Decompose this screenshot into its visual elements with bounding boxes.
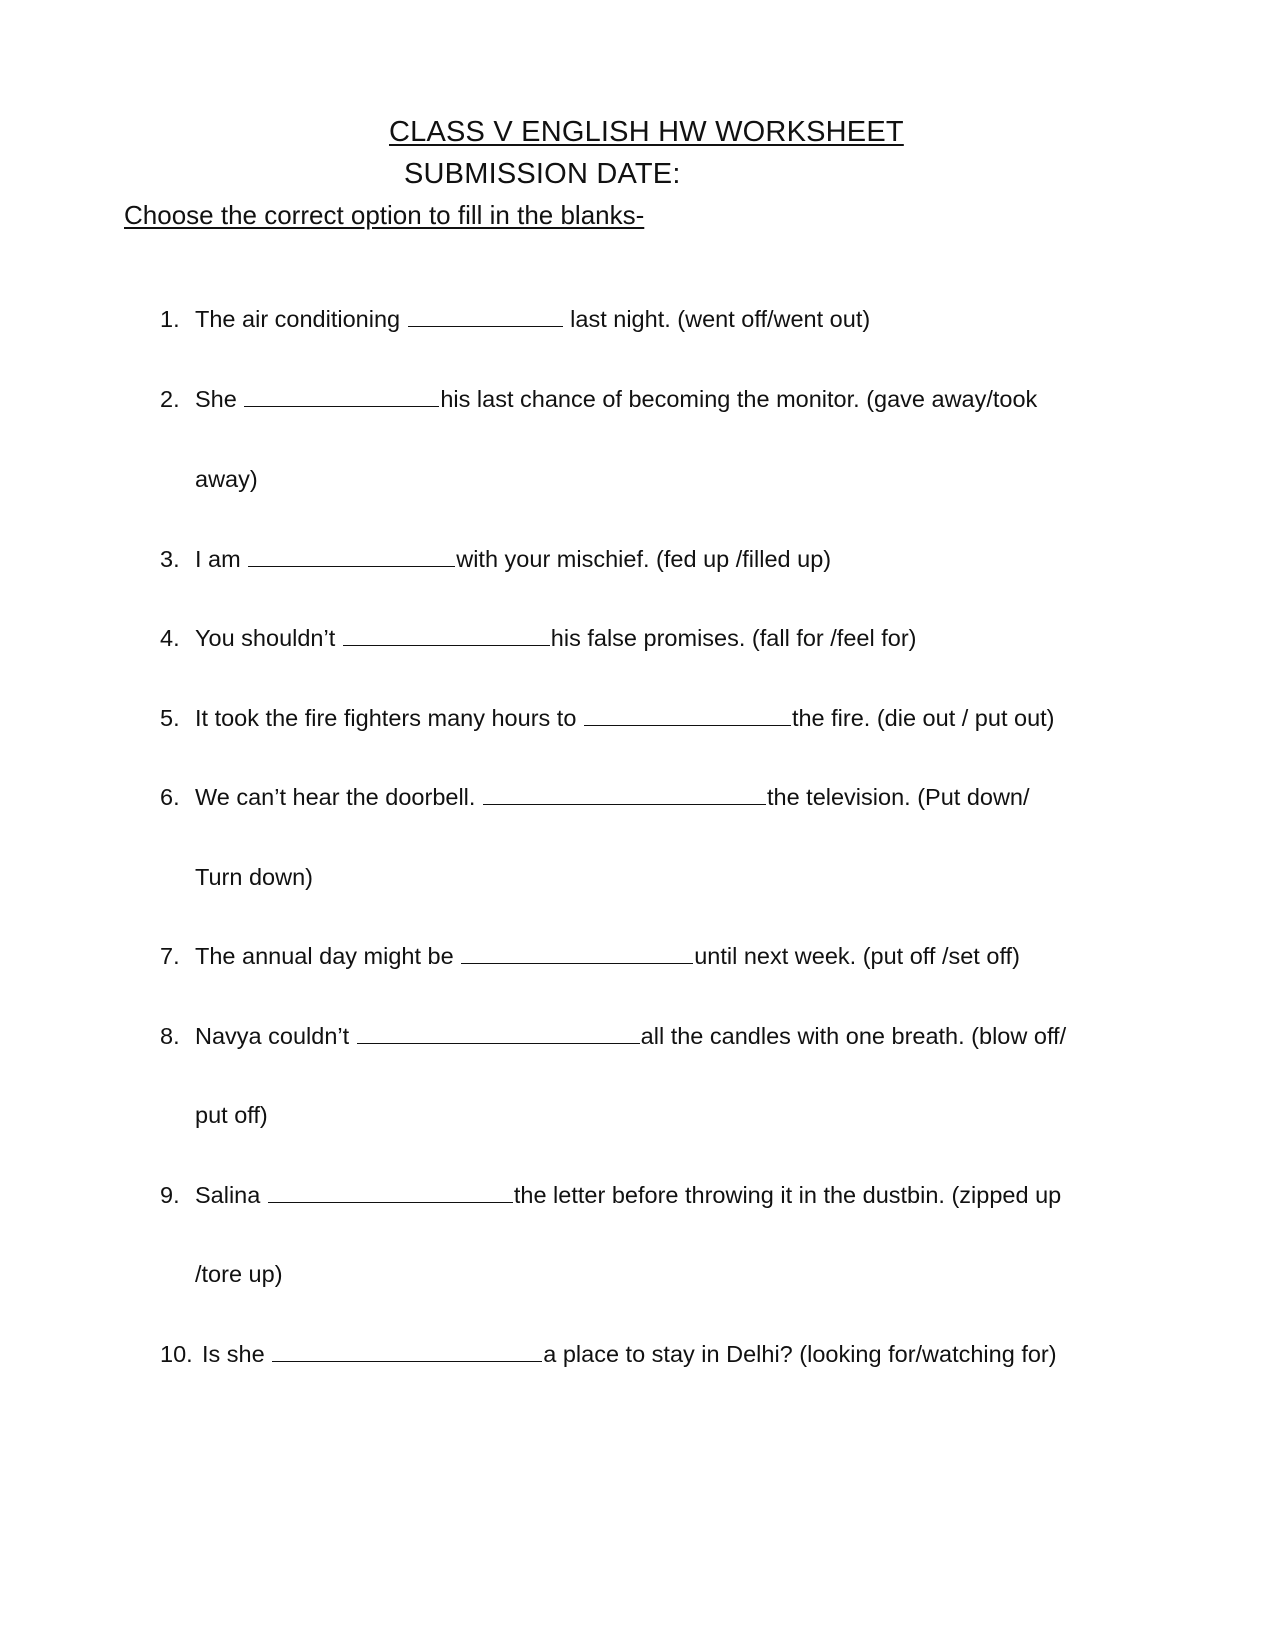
answer-blank	[248, 546, 455, 567]
instruction-text: Choose the correct option to fill in the blanks-	[124, 200, 645, 230]
question-line	[195, 384, 1037, 414]
question-line	[195, 1180, 1061, 1210]
answer-blank	[268, 1182, 513, 1203]
question-number: 10.	[160, 1341, 193, 1367]
question-text-after: his last chance of becoming the monitor. (gave away/took	[440, 386, 1038, 412]
question-line	[202, 1339, 1057, 1369]
answer-blank	[584, 705, 791, 726]
answer-blank	[483, 784, 766, 805]
question-number: 9.	[160, 1182, 180, 1208]
question-text-before: The annual day might be	[195, 943, 461, 969]
question-text-after: with your mischief. (fed up /filled up)	[456, 546, 832, 572]
question-text-before: I am	[195, 546, 248, 572]
question-text-before: You shouldn’t	[195, 625, 342, 651]
question-line	[195, 941, 1020, 971]
question-number: 5.	[160, 705, 180, 731]
answer-blank	[343, 625, 550, 646]
answer-blank	[244, 386, 439, 407]
worksheet-title: CLASS V ENGLISH HW WORKSHEET	[389, 116, 904, 148]
question-number: 4.	[160, 625, 180, 651]
question-text-before: We can’t hear the doorbell.	[195, 784, 482, 810]
question-text-after: last night. (went off/went out)	[563, 306, 871, 332]
question-number: 8.	[160, 1023, 180, 1049]
question-continuation: /tore up)	[195, 1261, 283, 1287]
answer-blank	[357, 1023, 640, 1044]
question-text-after: his false promises. (fall for /feel for)	[550, 625, 917, 651]
question-continuation: away)	[195, 466, 258, 492]
answer-blank	[272, 1341, 542, 1362]
question-text-after: a place to stay in Delhi? (looking for/watching for)	[543, 1341, 1057, 1367]
question-number: 2.	[160, 386, 180, 412]
question-continuation: put off)	[195, 1102, 268, 1128]
question-text-before: Salina	[195, 1182, 267, 1208]
question-text-after: the letter before throwing it in the dustbin. (zipped up	[513, 1182, 1062, 1208]
question-line	[195, 623, 916, 653]
answer-blank	[461, 943, 693, 964]
question-text-after: the fire. (die out / put out)	[791, 705, 1055, 731]
question-number: 3.	[160, 546, 180, 572]
question-text-after: until next week. (put off /set off)	[694, 943, 1020, 969]
question-text-after: all the candles with one breath. (blow off/	[640, 1023, 1067, 1049]
submission-date-label: SUBMISSION DATE:	[404, 158, 681, 190]
question-number: 6.	[160, 784, 180, 810]
question-line	[195, 1021, 1066, 1051]
question-text-before: Navya couldn’t	[195, 1023, 356, 1049]
question-text-before: Is she	[202, 1341, 272, 1367]
question-line	[195, 782, 1030, 812]
question-text-before: It took the fire fighters many hours to	[195, 705, 583, 731]
question-continuation: Turn down)	[195, 864, 313, 890]
answer-blank	[408, 306, 563, 327]
question-number: 7.	[160, 943, 180, 969]
question-text-before: The air conditioning	[195, 306, 407, 332]
question-line	[195, 703, 1055, 733]
question-line	[195, 544, 831, 574]
question-line	[195, 304, 870, 334]
question-text-after: the television. (Put down/	[766, 784, 1030, 810]
question-text-before: She	[195, 386, 244, 412]
question-number: 1.	[160, 306, 180, 332]
